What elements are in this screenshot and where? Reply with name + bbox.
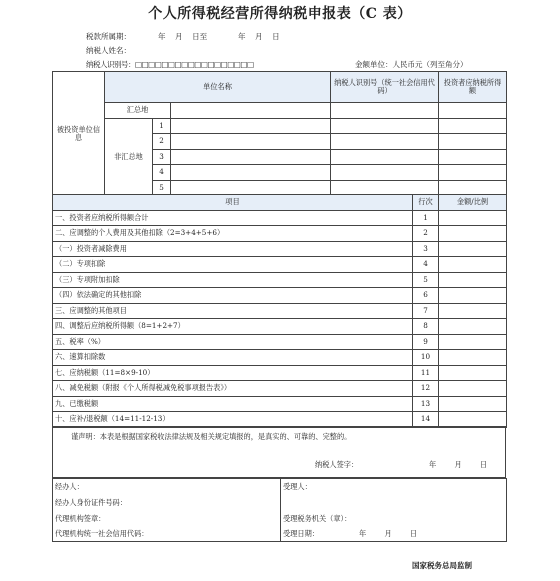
items-col-row: 行次 — [413, 195, 439, 211]
item-row — [53, 303, 507, 319]
item-row-no: 14 — [413, 412, 439, 428]
declaration-box — [52, 426, 506, 478]
investee-side-label: 被投资单位信息 — [53, 72, 105, 196]
item-row-no: 4 — [413, 257, 439, 273]
agency-seal-label: 代理机构签章： — [55, 514, 106, 523]
item-row-no: 9 — [413, 334, 439, 350]
col-tax-id: 纳税人识别号（统一社会信用代码） — [331, 72, 439, 103]
item-label: （四）依法确定的其他扣除 — [53, 288, 413, 304]
handler-label: 经办人： — [55, 482, 84, 491]
non-summary-row-no: 4 — [153, 165, 171, 181]
investee-table — [52, 71, 507, 196]
item-label: （一）投资者减除费用 — [53, 241, 413, 257]
item-row — [53, 257, 507, 273]
item-row — [53, 319, 507, 335]
col-unit-name: 单位名称 — [105, 72, 331, 103]
taxpayer-name-label: 纳税人姓名： — [86, 46, 131, 55]
non-summary-row-no: 1 — [153, 118, 171, 134]
item-row-no: 12 — [413, 381, 439, 397]
item-label: （二）专项扣除 — [53, 257, 413, 273]
summary-label: 汇总地 — [105, 103, 171, 119]
amount-unit: 金额单位：人民币元（列至角分） — [355, 60, 468, 69]
item-amount-cell[interactable] — [439, 272, 507, 288]
item-row — [53, 288, 507, 304]
non-summary-row-no: 2 — [153, 134, 171, 150]
non-summary-unit-name[interactable] — [171, 134, 331, 150]
handler-id-label: 经办人身份证件号码： — [55, 498, 127, 507]
item-label: 九、已缴税额 — [53, 396, 413, 412]
item-amount-cell[interactable] — [439, 381, 507, 397]
item-row-no: 5 — [413, 272, 439, 288]
period-from: 年 月 日至 — [158, 32, 208, 41]
non-summary-unit-name[interactable] — [171, 149, 331, 165]
declaration-text: 谨声明：本表是根据国家税收法律法规及相关规定填报的，是真实的、可靠的、完整的。 — [71, 432, 352, 441]
item-label: 三、应调整的其他项目 — [53, 303, 413, 319]
form-title: 个人所得税经营所得纳税申报表（C 表） — [148, 6, 412, 22]
item-row-no: 10 — [413, 350, 439, 366]
item-row — [53, 365, 507, 381]
item-amount-cell[interactable] — [439, 334, 507, 350]
item-label: 六、速算扣除数 — [53, 350, 413, 366]
item-amount-cell[interactable] — [439, 303, 507, 319]
item-amount-cell[interactable] — [439, 210, 507, 226]
item-amount-cell[interactable] — [439, 257, 507, 273]
item-row-no: 1 — [413, 210, 439, 226]
non-summary-income[interactable] — [439, 149, 507, 165]
item-label: 十、应补/退税额（14=11-12-13） — [53, 412, 413, 428]
item-row-no: 2 — [413, 226, 439, 242]
footer-supervision: 国家税务总局监制 — [412, 561, 472, 570]
receive-date-value: 年 月 日 — [359, 529, 418, 538]
non-summary-income[interactable] — [439, 118, 507, 134]
tax-office-label: 受理税务机关（章）： — [283, 514, 352, 523]
item-row-no: 6 — [413, 288, 439, 304]
taxpayer-id-label: 纳税人识别号：□□□□□□□□□□□□□□□□□□ — [86, 60, 254, 69]
items-table — [52, 194, 507, 428]
items-col-item: 项目 — [53, 195, 413, 211]
item-row — [53, 350, 507, 366]
non-summary-tax-id[interactable] — [331, 118, 439, 134]
item-row-no: 13 — [413, 396, 439, 412]
receiver-label: 受理人： — [283, 482, 312, 491]
item-amount-cell[interactable] — [439, 350, 507, 366]
items-col-amount: 金额/比例 — [439, 195, 507, 211]
summary-unit-name[interactable] — [171, 103, 331, 119]
item-label: 八、减免税额（附报《个人所得税减免税事项报告表》） — [53, 381, 413, 397]
non-summary-income[interactable] — [439, 134, 507, 150]
signature-date: 年 月 日 — [429, 460, 488, 469]
receive-date-label: 受理日期： — [283, 529, 319, 538]
item-label: 四、调整后应纳税所得额（8=1+2+7） — [53, 319, 413, 335]
agent-box — [52, 478, 507, 542]
item-row-no: 11 — [413, 365, 439, 381]
non-summary-tax-id[interactable] — [331, 149, 439, 165]
signature-label: 纳税人签字： — [315, 460, 359, 469]
non-summary-tax-id[interactable] — [331, 134, 439, 150]
item-amount-cell[interactable] — [439, 365, 507, 381]
non-summary-unit-name[interactable] — [171, 118, 331, 134]
period-to: 年 月 日 — [238, 32, 280, 41]
item-label: （三）专项附加扣除 — [53, 272, 413, 288]
item-row — [53, 396, 507, 412]
item-amount-cell[interactable] — [439, 319, 507, 335]
agency-code-label: 代理机构统一社会信用代码： — [55, 529, 149, 538]
non-summary-tax-id[interactable] — [331, 165, 439, 181]
item-amount-cell[interactable] — [439, 241, 507, 257]
non-summary-income[interactable] — [439, 165, 507, 181]
item-row — [53, 412, 507, 428]
non-summary-unit-name[interactable] — [171, 165, 331, 181]
item-amount-cell[interactable] — [439, 412, 507, 428]
non-summary-row-no: 3 — [153, 149, 171, 165]
summary-income[interactable] — [439, 103, 507, 119]
item-row-no: 7 — [413, 303, 439, 319]
item-row — [53, 210, 507, 226]
item-row — [53, 272, 507, 288]
item-row — [53, 381, 507, 397]
non-summary-row-no: 5 — [153, 180, 171, 196]
item-row-no: 8 — [413, 319, 439, 335]
item-label: 七、应纳税额（11=8×9-10） — [53, 365, 413, 381]
item-amount-cell[interactable] — [439, 226, 507, 242]
period-label: 税款所属期： — [86, 32, 131, 41]
item-amount-cell[interactable] — [439, 288, 507, 304]
item-row — [53, 241, 507, 257]
item-label: 五、税率（%） — [53, 334, 413, 350]
item-label: 二、应调整的个人费用及其他扣除（2=3+4+5+6） — [53, 226, 413, 242]
item-row — [53, 226, 507, 242]
item-row-no: 3 — [413, 241, 439, 257]
item-row — [53, 334, 507, 350]
col-investor-income: 投资者应纳税所得额 — [439, 72, 507, 103]
non-summary-label: 非汇总地 — [105, 118, 153, 196]
item-label: 一、投资者应纳税所得额合计 — [53, 210, 413, 226]
item-amount-cell[interactable] — [439, 396, 507, 412]
summary-tax-id[interactable] — [331, 103, 439, 119]
